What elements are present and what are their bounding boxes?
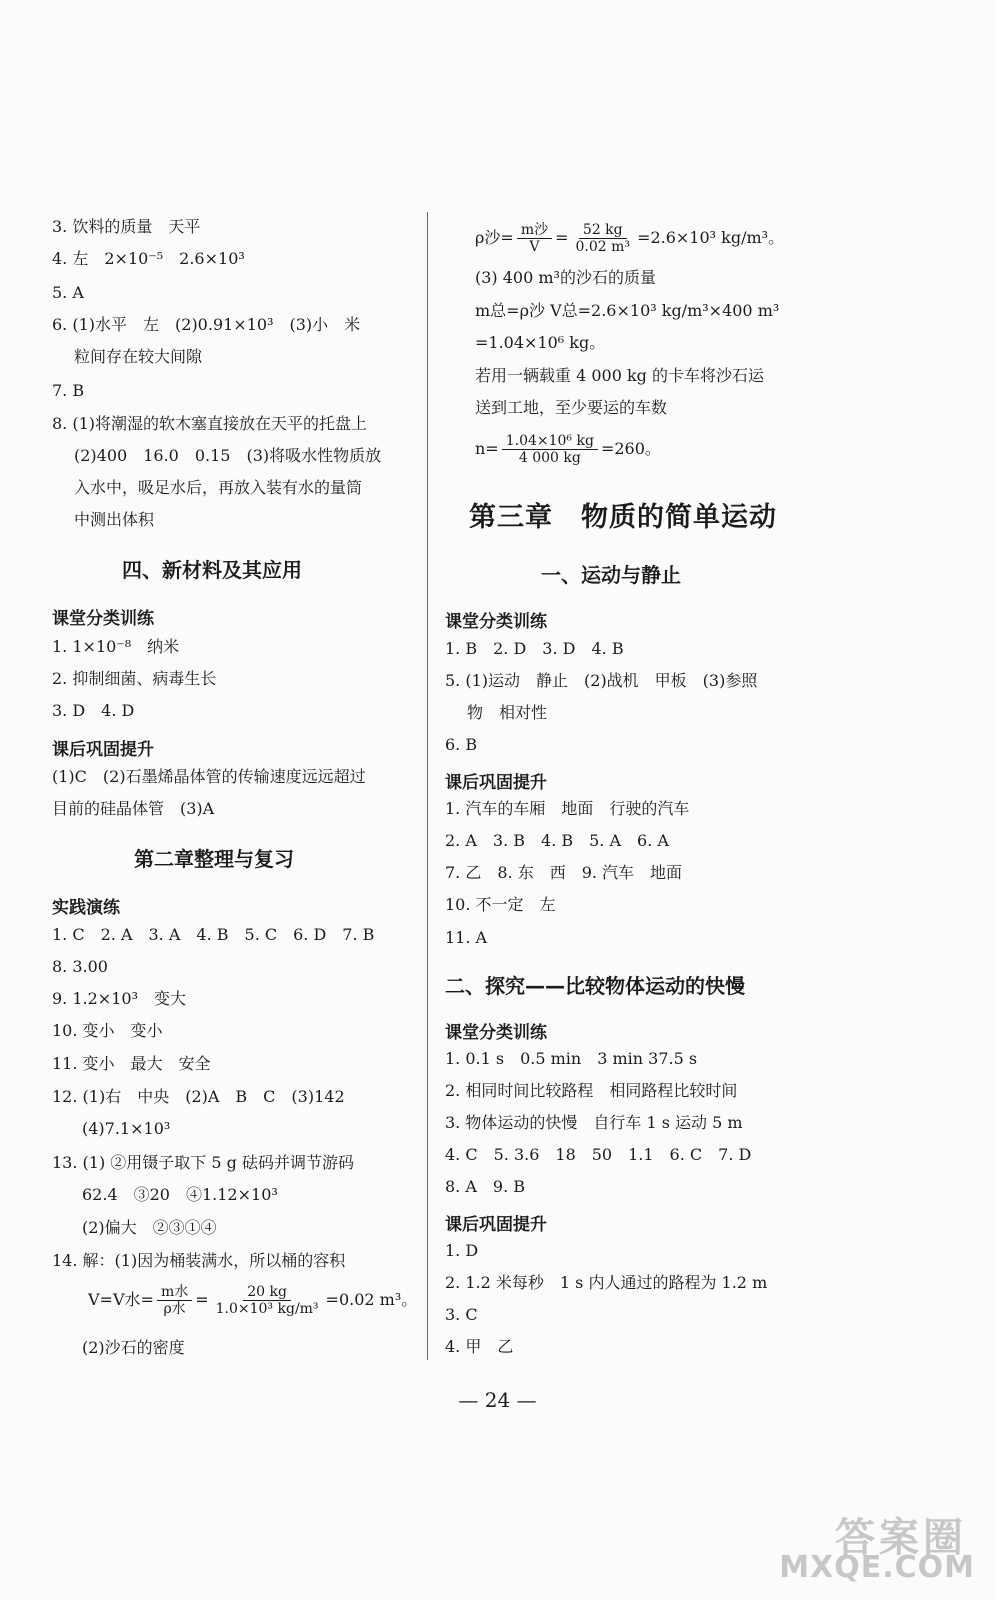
- formula-text: =: [195, 1290, 209, 1309]
- answer-line: 10. 变小 变小: [52, 1021, 163, 1040]
- page-number: — 24 —: [458, 1388, 537, 1412]
- answer-line: 粒间存在较大间隙: [74, 347, 203, 366]
- answer-line: 2. 相同时间比较路程 相同路程比较时间: [445, 1081, 738, 1100]
- answer-line: (2)偏大 ②③①④: [82, 1218, 217, 1237]
- answer-line: 中测出体积: [74, 510, 155, 529]
- watermark-url: MXQE.COM: [779, 1550, 975, 1585]
- answer-line: 10. 不一定 左: [445, 895, 556, 914]
- column-divider: [427, 212, 428, 1360]
- fraction: [517, 222, 552, 255]
- formula-text: ρ沙=: [475, 228, 514, 247]
- answer-line: 7. B: [52, 381, 85, 400]
- fraction-denominator: 0.02 m³: [575, 239, 631, 255]
- answer-line: (3) 400 m³的沙石的质量: [475, 268, 656, 287]
- answer-line: (2)400 16.0 0.15 (3)将吸水性物质放: [74, 446, 382, 465]
- answer-line: 12. (1)右 中央 (2)A B C (3)142: [52, 1087, 345, 1106]
- subsection-heading: 课后巩固提升: [52, 740, 154, 760]
- fraction-denominator: V: [529, 239, 540, 255]
- answer-line: 11. A: [445, 928, 488, 947]
- answer-line: 9. 1.2×10³ 变大: [52, 989, 186, 1008]
- subsection-heading: 课后巩固提升: [445, 773, 547, 793]
- fraction-numerator: 52 kg: [579, 222, 627, 239]
- fraction-denominator: ρ水: [163, 1301, 186, 1317]
- section-heading-new-materials: 四、新材料及其应用: [122, 558, 302, 582]
- formula-text: V=V水=: [88, 1290, 154, 1309]
- fraction: [212, 1284, 323, 1317]
- answer-line: 送到工地，至少要运的车数: [475, 398, 668, 417]
- formula-density: [475, 218, 784, 258]
- answer-line: 7. 乙 8. 东 西 9. 汽车 地面: [445, 863, 683, 882]
- answer-line: 1. 汽车的车厢 地面 行驶的汽车: [445, 799, 690, 818]
- answer-line: 2. A 3. B 4. B 5. A 6. A: [445, 831, 669, 850]
- answer-line: 入水中，吸足水后，再放入装有水的量筒: [74, 478, 363, 497]
- chapter-title: 第三章 物质的简单运动: [469, 502, 777, 533]
- answer-line: 1. D: [445, 1241, 479, 1260]
- answer-line: 2. 抑制细菌、病毒生长: [52, 669, 217, 688]
- answer-line: 目前的硅晶体管 (3)A: [52, 799, 215, 818]
- fraction-numerator: 20 kg: [243, 1284, 291, 1301]
- answer-line: 3. 物体运动的快慢 自行车 1 s 运动 5 m: [445, 1113, 743, 1132]
- answer-line: 1. B 2. D 3. D 4. B: [445, 639, 624, 658]
- answer-line: 3. C: [445, 1305, 478, 1324]
- answer-line: (4)7.1×10³: [82, 1119, 171, 1138]
- section-heading-chapter2-review: 第二章整理与复习: [134, 847, 294, 871]
- answer-line: 4. 左 2×10⁻⁵ 2.6×10³: [52, 249, 245, 268]
- answer-line: 4. 甲 乙: [445, 1337, 514, 1356]
- fraction-denominator: 1.0×10³ kg/m³: [215, 1301, 319, 1317]
- section-heading-motion-rest: 一、运动与静止: [541, 563, 681, 587]
- subsection-heading: 课后巩固提升: [445, 1215, 547, 1235]
- watermark-text: 答案圈: [835, 1515, 967, 1561]
- formula-text: =2.6×10³ kg/m³。: [637, 228, 785, 247]
- answer-line: =1.04×10⁶ kg。: [475, 333, 606, 352]
- subsection-heading: 实践演练: [52, 898, 120, 918]
- answer-line: 2. 1.2 米每秒 1 s 内人通过的路程为 1.2 m: [445, 1273, 768, 1292]
- answer-line: 62.4 ③20 ④1.12×10³: [82, 1185, 278, 1204]
- answer-line: 6. (1)水平 左 (2)0.91×10³ (3)小 米: [52, 315, 361, 334]
- formula-text: n=: [475, 439, 499, 458]
- fraction-numerator: m沙: [517, 222, 552, 239]
- fraction-numerator: 1.04×10⁶ kg: [502, 433, 598, 450]
- answer-line: 3. 饮料的质量 天平: [52, 217, 201, 236]
- answer-line: 6. B: [445, 735, 478, 754]
- fraction: [502, 433, 598, 466]
- answer-line: 13. (1) ②用镊子取下 5 g 砝码并调节游码: [52, 1153, 354, 1172]
- fraction: [572, 222, 635, 255]
- formula-text: =0.02 m³。: [325, 1290, 418, 1309]
- answer-line: 物 相对性: [467, 703, 548, 722]
- watermark-logo: [781, 1506, 981, 1586]
- answer-line: (2)沙石的密度: [82, 1338, 185, 1357]
- formula-text: =: [555, 228, 569, 247]
- section-heading-compare-speed: 二、探究——比较物体运动的快慢: [445, 974, 745, 998]
- answer-line: 4. C 5. 3.6 18 50 1.1 6. C 7. D: [445, 1145, 752, 1164]
- fraction: [157, 1284, 192, 1317]
- subsection-heading: 课堂分类训练: [445, 1023, 547, 1043]
- answer-line: 8. 3.00: [52, 957, 108, 976]
- subsection-heading: 课堂分类训练: [445, 612, 547, 632]
- answer-line: 1. 1×10⁻⁸ 纳米: [52, 637, 180, 656]
- answer-line: 5. (1)运动 静止 (2)战机 甲板 (3)参照: [445, 671, 758, 690]
- answer-line: 若用一辆载重 4 000 kg 的卡车将沙石运: [475, 366, 765, 385]
- answer-line: 1. C 2. A 3. A 4. B 5. C 6. D 7. B: [52, 925, 375, 944]
- answer-line: 11. 变小 最大 安全: [52, 1054, 211, 1073]
- answer-line: 5. A: [52, 283, 84, 302]
- answer-line: 1. 0.1 s 0.5 min 3 min 37.5 s: [445, 1049, 698, 1068]
- answer-line: 14. 解：(1)因为桶装满水，所以桶的容积: [52, 1251, 346, 1270]
- formula-truck-count: [475, 429, 661, 469]
- formula-text: =260。: [600, 439, 661, 458]
- answer-line: 3. D 4. D: [52, 701, 135, 720]
- answer-line: 8. (1)将潮湿的软木塞直接放在天平的托盘上: [52, 414, 368, 433]
- fraction-numerator: m水: [157, 1284, 192, 1301]
- fraction-denominator: 4 000 kg: [518, 450, 581, 466]
- answer-line: (1)C (2)石墨烯晶体管的传输速度远远超过: [52, 767, 366, 786]
- answer-line: 8. A 9. B: [445, 1177, 526, 1196]
- answer-line: m总=ρ沙 V总=2.6×10³ kg/m³×400 m³: [475, 301, 780, 320]
- subsection-heading: 课堂分类训练: [52, 609, 154, 629]
- formula-volume: [88, 1280, 417, 1320]
